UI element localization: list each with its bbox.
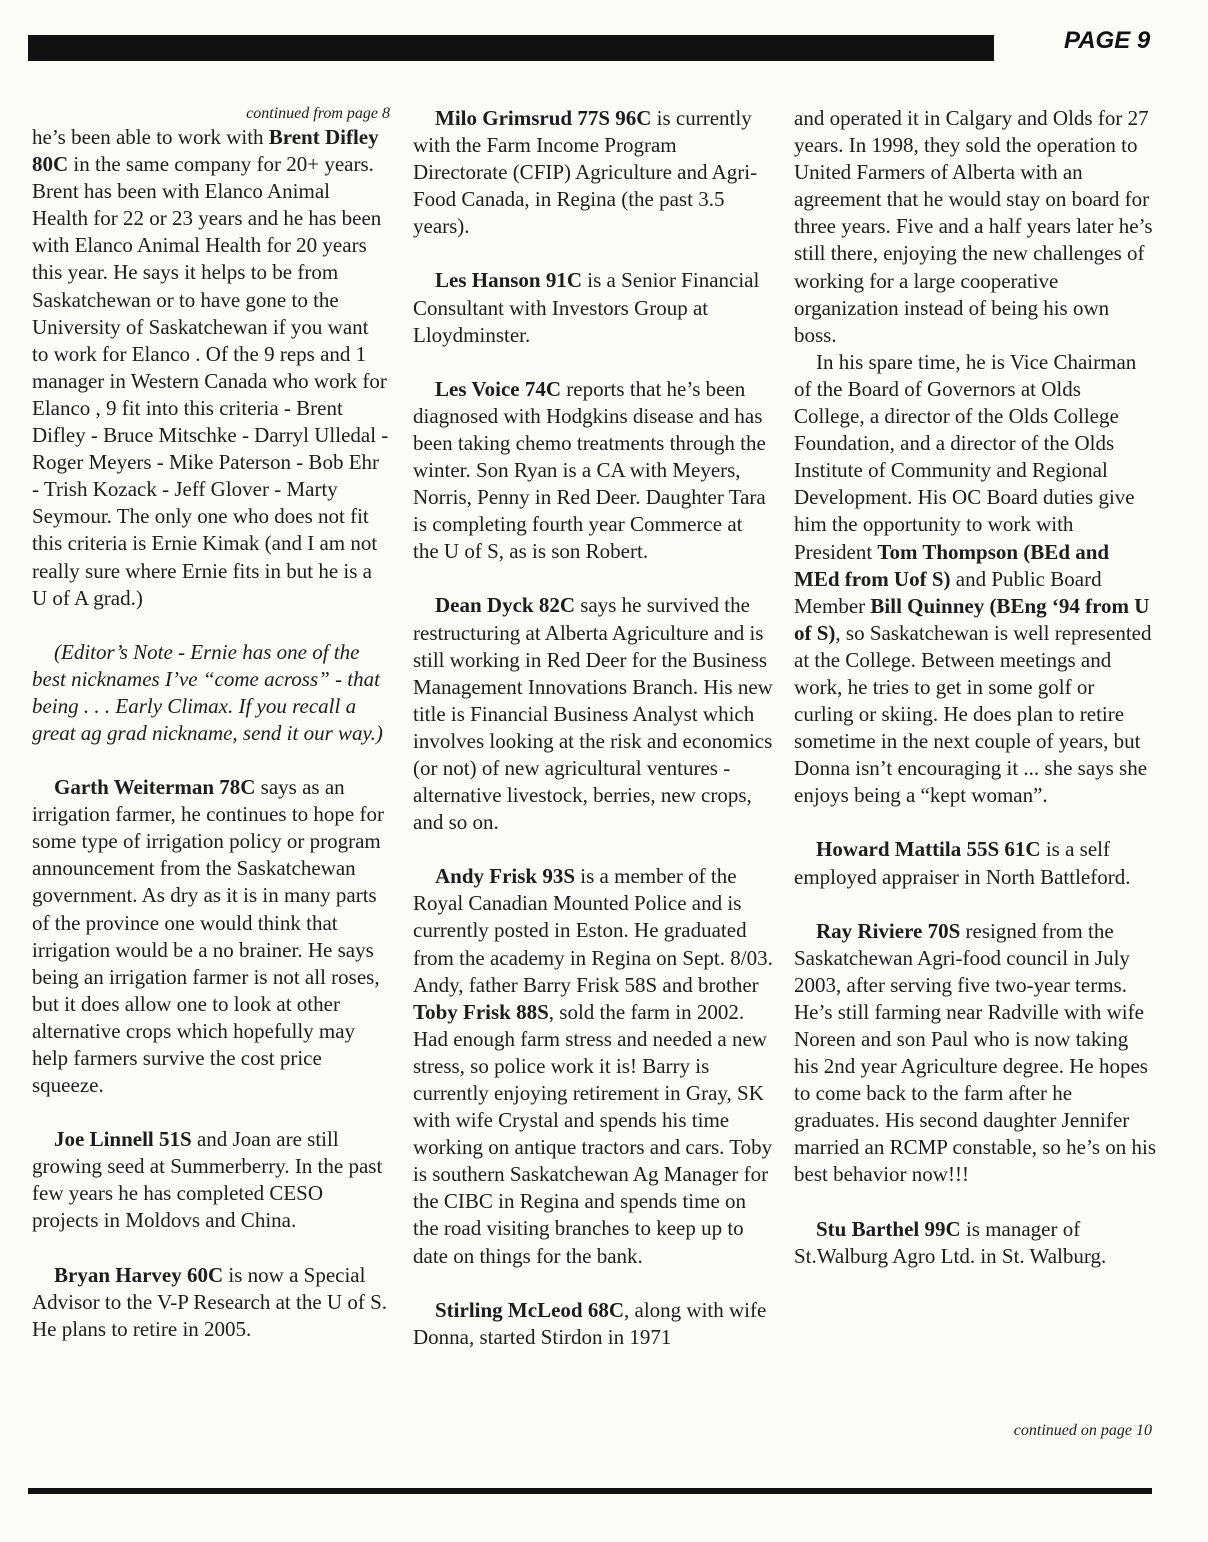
text-run: is a member of the Royal Canadian Mounted Police and is currently posted in Eston. He graduated from the academy in Regina on Sept. 8/03. Andy, father Barry Frisk 58S and brother: [413, 864, 773, 997]
paragraph-andy-frisk: [413, 863, 773, 1269]
bold-name: Les Voice 74C: [435, 376, 561, 401]
bold-name: Howard Mattila 55S 61C: [816, 837, 1041, 862]
text-run: , along with wife Donna, started Stirdon in 1971: [413, 1297, 767, 1349]
bold-name: Stu Barthel 99C: [816, 1216, 961, 1241]
text-run: says as an irrigation farmer, he continues to hope for some type of irrigation policy or program announcement from the Saskatchewan government. As dry as it is in many parts of the province one would think that irrigation would be a no brainer. He says being an irrigation farmer is not all roses, but it does allow one to look at other alternative crops which hopefully may help farmers survive the cost price squeeze.: [32, 775, 384, 1098]
text-run: is now a Special Advisor to the V-P Research at the U of S. He plans to retire in 2005.: [32, 1262, 388, 1341]
paragraph-stirling-continued: [794, 105, 1156, 349]
bold-name: Andy Frisk 93S: [435, 864, 576, 889]
bold-name: Milo Grimsrud 77S 96C: [435, 106, 652, 130]
text-run: in the same company for 20+ years. Brent has been with Elanco Animal Health for 22 or 23 years and he has been with Elanco Animal Health for 20 years this year. He says it helps to be from Saskatchewan or to have gone to the University of Saskatchewan if you want to work for Elanco . Of the 9 reps and 1 manager in Western Canada who work for Elanco , 9 fit into this criteria - Brent Difley - Bruce Mitschke - Darryl Ulledal - Roger Meyers - Mike Paterson - Bob Ehr - Trish Kozack - Jeff Glover - Marty Seymour. The only one who does not fit this criteria is Ernie Kimak (and I am not really sure where Ernie fits in but he is a U of A grad.): [32, 152, 389, 610]
text-run: resigned from the Saskatchewan Agri-food council in July 2003, after serving five two-year terms. He’s still farming near Radville with wife Noreen and son Paul who is now taking his 2nd year Agriculture degree. He hopes to come back to the farm after he graduates. His second daughter Jennifer married an RCMP constable, so he’s on his best behavior now!!!: [794, 918, 1157, 1187]
text-run: is currently with the Farm Income Program Directorate (CFIP) Agriculture and Agri-Food Canada, in Regina (the past 3.5 years).: [413, 106, 758, 239]
text-run: and operated it in Calgary and Olds for 27 years. In 1998, they sold the operation to United Farmers of Alberta with an agreement that he would stay on board for three years. Five and a half years later he’s still there, enjoying the new challenges of working for a large cooperative organization instead of being his own boss.: [794, 106, 1153, 347]
paragraph-milo-grimsrud: [413, 105, 773, 240]
text-run: is a self employed appraiser in North Battleford.: [794, 837, 1131, 889]
text-run: is a Senior Financial Consultant with Investors Group at Lloydminster.: [413, 268, 760, 347]
continued-from-label: continued from page 8: [246, 105, 390, 122]
bold-name: Joe Linnell 51S: [54, 1127, 192, 1152]
bold-name: Brent Difley 80C: [32, 125, 379, 177]
text-run: , so Saskatchewan is well represented at the College. Between meetings and work, he tries to get in some golf or curling or skiing. He does plan to retire sometime in the next couple of years, but Donna isn’t encouraging it ... she says she enjoys being a “kept woman”.: [794, 620, 1152, 808]
column-1: [32, 104, 390, 1343]
paragraph-bryan-harvey: [32, 1262, 390, 1343]
paragraph-joe-linnell: [32, 1126, 390, 1234]
continued-on-label: continued on page 10: [1013, 1422, 1152, 1439]
text-run: In his spare time, he is Vice Chairman of the Board of Governors at Olds College, a director of the Olds College Foundation, and a director of the Olds Institute of Community and Regional Development. His OC Board duties give him the opportunity to work with President: [794, 349, 1137, 564]
bold-name: Garth Weiterman 78C: [54, 775, 256, 800]
header-bar: [28, 35, 994, 61]
bold-name: Bill Quinney (BEng ‘94 from U of S): [794, 593, 1150, 645]
page-number: PAGE 9: [1064, 27, 1151, 54]
column-3: [794, 105, 1156, 1270]
paragraph-howard-mattila: [794, 836, 1156, 890]
footer-rule: [28, 1488, 1152, 1494]
text-run: is manager of St.Walburg Agro Ltd. in St. Walburg.: [794, 1216, 1107, 1268]
paragraph-spare-time: [794, 349, 1156, 810]
text-run: and Public Board Member: [794, 566, 1102, 618]
bold-name: Bryan Harvey 60C: [54, 1262, 224, 1287]
paragraph-dean-dyck: [413, 592, 773, 836]
paragraph-les-voice: [413, 376, 773, 566]
paragraph-ray-riviere: [794, 918, 1156, 1189]
paragraph-brent-difley: [32, 124, 390, 612]
paragraph-les-hanson: [413, 267, 773, 348]
bold-name: Stirling McLeod 68C: [435, 1297, 624, 1322]
paragraph-stirling-mcleod: [413, 1297, 773, 1351]
paragraph-garth-weiterman: [32, 774, 390, 1099]
text-run: reports that he’s been diagnosed with Hodgkins disease and has been taking chemo treatments through the winter. Son Ryan is a CA with Meyers, Norris, Penny in Red Deer. Daughter Tara is completing fourth year Commerce at the U of S, as is son Robert.: [413, 376, 766, 564]
text-run: he’s been able to work with: [32, 125, 269, 149]
text-run: and Joan are still growing seed at Summerberry. In the past few years he has completed CESO projects in Moldovs and China.: [32, 1127, 383, 1233]
bold-name: Les Hanson 91C: [435, 268, 583, 293]
editors-note: (Editor’s Note - Ernie has one of the best nicknames I’ve “come across” - that being . . . Early Climax. If you recall a great ag grad nickname, send it our way.): [32, 639, 383, 745]
bold-name: Toby Frisk 88S: [413, 999, 549, 1024]
bold-name: Ray Riviere 70S: [816, 918, 961, 943]
bold-name: Tom Thompson (BEd and MEd from Uof S): [794, 539, 1110, 591]
bold-name: Dean Dyck 82C: [435, 593, 575, 618]
paragraph-stu-barthel: [794, 1216, 1156, 1270]
text-run: , sold the farm in 2002. Had enough farm stress and needed a new stress, so police work it is! Barry is currently enjoying retirement in Gray, SK with wife Crystal and spends his time working on antique tractors and cars. Toby is southern Saskatchewan Ag Manager for the CIBC in Regina and spends time on the road visiting branches to keep up to date on things for the bank.: [413, 999, 773, 1268]
column-2: [413, 105, 773, 1351]
text-run: says he survived the restructuring at Alberta Agriculture and is still working in Red Deer for the Business Management Innovations Branch. His new title is Financial Business Analyst which involves looking at the risk and economics (or not) of new agricultural ventures - alternative livestock, berries, new crops, and so on.: [413, 593, 773, 835]
